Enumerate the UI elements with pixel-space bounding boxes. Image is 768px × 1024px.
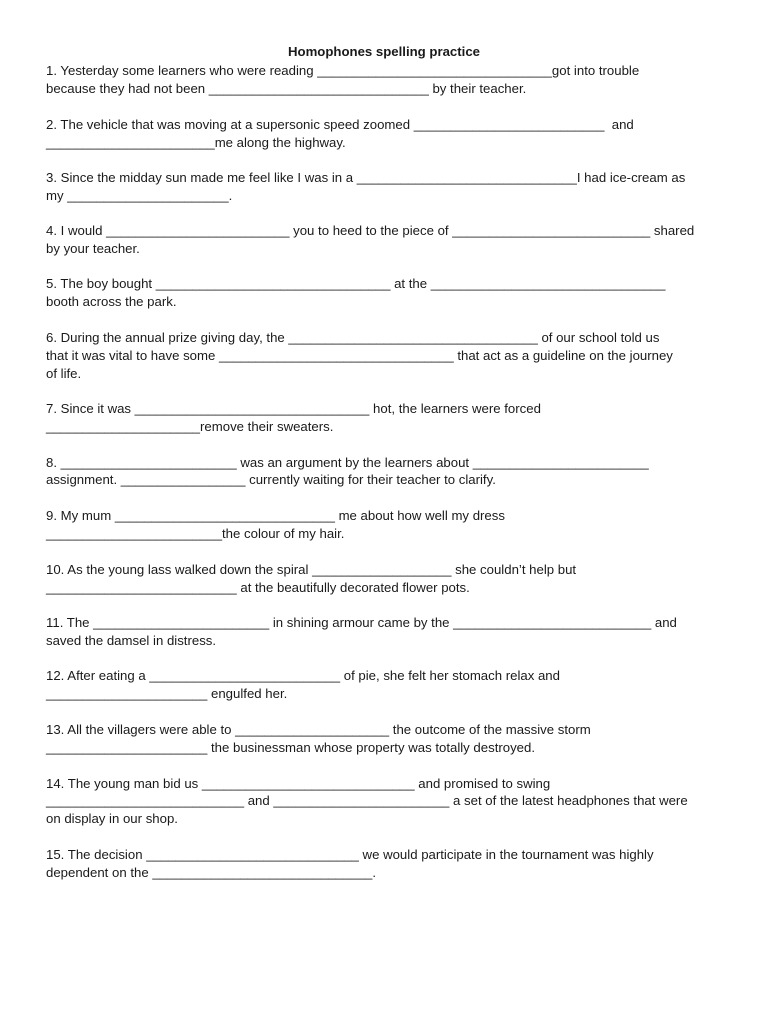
q13-line-1: 13. All the villagers were able to _____________________ the outcome of the massive storm [46,722,591,737]
q1-line-2: because they had not been ______________________________ by their teacher. [46,81,527,96]
q11-line-2: saved the damsel in distress. [46,633,217,648]
q6-line-2: that it was vital to have some ________________________________ that act as a guideline on the journey [46,348,673,363]
q8-line-2: assignment. _________________ currently waiting for their teacher to clarify. [46,472,496,487]
q10-line-2: __________________________ at the beautifully decorated flower pots. [46,580,470,595]
q1-line-1: 1. Yesterday some learners who were reading ________________________________got into trouble [46,63,640,78]
q5-line-1: 5. The boy bought ________________________________ at the ________________________________ [46,276,666,291]
q9-line-2: ________________________the colour of my hair. [46,526,345,541]
q7-line-1: 7. Since it was ________________________________ hot, the learners were forced [46,401,541,416]
q12-line-1: 12. After eating a __________________________ of pie, she felt her stomach relax and [46,668,560,683]
q4-line-2: by your teacher. [46,241,140,256]
q5-line-2: booth across the park. [46,294,177,309]
q3-line-2: my ______________________. [46,188,233,203]
q15-line-2: dependent on the ______________________________. [46,865,377,880]
q10-line-1: 10. As the young lass walked down the spiral ___________________ she couldn’t help but [46,562,577,577]
q2-line-2: _______________________me along the highway. [46,135,346,150]
q7-line-2: _____________________remove their sweaters. [46,419,334,434]
q15-line-1: 15. The decision _____________________________ we would participate in the tournament was highly [46,847,654,862]
q6-line-3: of life. [46,366,82,381]
q4-line-1: 4. I would _________________________ you to heed to the piece of ___________________________ shared [46,223,695,238]
q12-line-2: ______________________ engulfed her. [46,686,288,701]
q14-line-2: ___________________________ and ________________________ a set of the latest headphones that were [46,793,688,808]
q9-line-1: 9. My mum ______________________________ me about how well my dress [46,508,505,523]
q14-line-3: on display in our shop. [46,811,178,826]
q2-line-1: 2. The vehicle that was moving at a supersonic speed zoomed __________________________ and [46,117,634,132]
q11-line-1: 11. The ________________________ in shining armour came by the ___________________________ and [46,615,677,630]
q6-line-1: 6. During the annual prize giving day, the __________________________________ of our school told us [46,330,660,345]
q3-line-1: 3. Since the midday sun made me feel like I was in a ______________________________I had ice-cream as [46,170,686,185]
q8-line-1: 8. ________________________ was an argument by the learners about ________________________ [46,455,649,470]
q13-line-2: ______________________ the businessman whose property was totally destroyed. [46,740,536,755]
worksheet-title: Homophones spelling practice [288,44,480,59]
q14-line-1: 14. The young man bid us _____________________________ and promised to swing [46,776,551,791]
